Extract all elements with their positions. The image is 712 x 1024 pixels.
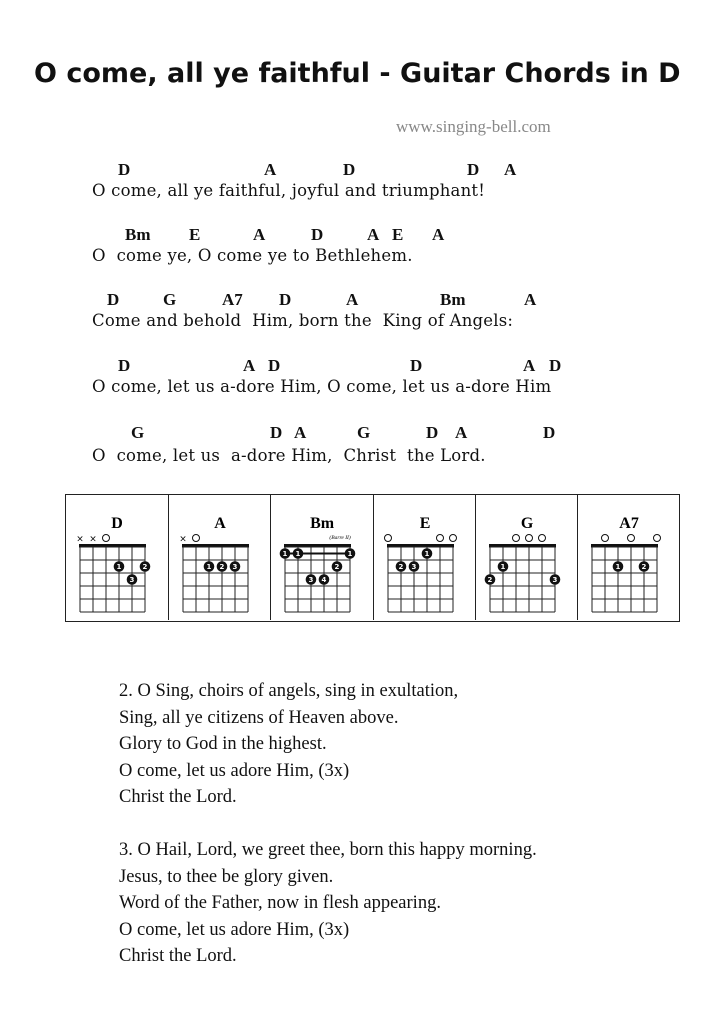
chord-diagram-name: D bbox=[111, 515, 123, 533]
open-string-mark bbox=[538, 535, 545, 542]
svg-text:3: 3 bbox=[411, 563, 416, 572]
open-string-mark bbox=[525, 535, 532, 542]
svg-text:2: 2 bbox=[398, 563, 403, 572]
lyric-line: Come and behold Him, born the King of Angels: bbox=[92, 311, 514, 330]
verse-line: Word of the Father, now in flesh appearing. bbox=[119, 893, 441, 913]
finger-dot bbox=[332, 561, 343, 572]
open-string-mark bbox=[193, 535, 200, 542]
chord-diagram-d bbox=[66, 495, 168, 620]
lyric-line: O come ye, O come ye to Bethlehem. bbox=[92, 246, 413, 265]
svg-text:2: 2 bbox=[334, 563, 340, 572]
chord-diagram-svg bbox=[374, 495, 476, 620]
chord-label: A bbox=[432, 225, 445, 244]
finger-dot bbox=[127, 574, 138, 585]
verse-line: 3. O Hail, Lord, we greet thee, born this happy morning. bbox=[119, 840, 537, 860]
svg-text:3: 3 bbox=[232, 563, 238, 572]
muted-string-mark: × bbox=[76, 534, 84, 545]
chord-diagram-name: A bbox=[214, 515, 227, 533]
chord-diagram-name: G bbox=[520, 515, 533, 533]
chord-label: D bbox=[270, 423, 283, 442]
finger-dot bbox=[345, 548, 356, 559]
chord-diagram-name: A7 bbox=[619, 515, 639, 533]
chord-label: G bbox=[131, 423, 145, 442]
barre-note: (Barre II) bbox=[329, 535, 352, 542]
finger-dot bbox=[319, 574, 330, 585]
verse-line: Sing, all ye citizens of Heaven above. bbox=[119, 707, 399, 728]
open-string-mark bbox=[627, 535, 634, 542]
verse-line: Glory to God in the highest. bbox=[119, 734, 327, 754]
finger-dot bbox=[484, 574, 495, 585]
finger-dot bbox=[280, 548, 291, 559]
chord-label: A bbox=[524, 290, 537, 309]
finger-dot bbox=[140, 561, 151, 572]
chord-label: A bbox=[243, 356, 256, 375]
lyric-line: O come, all ye faithful, joyful and triumphant! bbox=[92, 181, 486, 200]
chord-label: A bbox=[264, 160, 277, 179]
chord-diagram-bm bbox=[270, 495, 373, 620]
finger-dot bbox=[114, 561, 125, 572]
chord-label: D bbox=[467, 160, 480, 179]
chord-diagram-name: Bm bbox=[310, 515, 335, 533]
open-string-mark bbox=[653, 535, 660, 542]
chord-label: A bbox=[253, 225, 266, 244]
chord-label: D bbox=[311, 225, 324, 244]
chord-diagram-a bbox=[168, 495, 271, 620]
chord-label: A bbox=[367, 225, 380, 244]
finger-dot bbox=[639, 561, 650, 572]
chord-label: D bbox=[118, 160, 131, 179]
chord-label: D bbox=[268, 356, 281, 375]
chord-label: D bbox=[543, 423, 556, 442]
verse-line: O come, let us adore Him, (3x) bbox=[119, 760, 350, 781]
chord-label: A bbox=[504, 160, 517, 179]
svg-text:2: 2 bbox=[142, 563, 148, 572]
chord-label: Bm bbox=[125, 225, 151, 244]
svg-text:1: 1 bbox=[116, 563, 122, 572]
chord-diagram-name: E bbox=[419, 515, 430, 533]
muted-string-mark: × bbox=[179, 534, 187, 545]
svg-text:1: 1 bbox=[500, 563, 506, 572]
svg-text:3: 3 bbox=[552, 576, 558, 585]
chord-label: A bbox=[455, 423, 468, 442]
chord-diagram-g bbox=[475, 495, 578, 620]
chord-label: D bbox=[118, 356, 131, 375]
finger-dot bbox=[204, 561, 215, 572]
open-string-mark bbox=[102, 535, 109, 542]
lyric-line: O come, let us a-dore Him, O come, let us a-dore Him bbox=[92, 377, 552, 396]
verse-line: Christ the Lord. bbox=[119, 946, 237, 966]
svg-text:3: 3 bbox=[129, 576, 135, 585]
chord-label: Bm bbox=[440, 290, 466, 309]
open-string-mark bbox=[601, 535, 608, 542]
chord-diagram-svg bbox=[271, 495, 373, 620]
chord-label: G bbox=[357, 423, 371, 442]
chord-line bbox=[0, 356, 712, 378]
site-url: www.singing-bell.com bbox=[396, 117, 551, 136]
chord-diagram-a7 bbox=[577, 495, 680, 620]
finger-dot bbox=[408, 561, 419, 572]
svg-text:1: 1 bbox=[206, 563, 212, 572]
chord-label: A7 bbox=[222, 290, 243, 309]
verse-3 bbox=[119, 837, 537, 970]
verse-line: Jesus, to thee be glory given. bbox=[119, 866, 334, 887]
svg-text:1: 1 bbox=[424, 550, 429, 559]
svg-text:1: 1 bbox=[347, 550, 353, 559]
finger-dot bbox=[395, 561, 406, 572]
open-string-mark bbox=[436, 535, 443, 542]
svg-text:2: 2 bbox=[641, 563, 647, 572]
chord-label: A bbox=[294, 423, 307, 442]
chord-label: D bbox=[426, 423, 439, 442]
chord-label: E bbox=[189, 225, 201, 244]
finger-dot bbox=[230, 561, 241, 572]
chord-diagram-box bbox=[65, 494, 680, 622]
chord-line bbox=[0, 160, 712, 182]
chord-label: A bbox=[346, 290, 359, 309]
finger-dot bbox=[421, 548, 432, 559]
chord-label: D bbox=[107, 290, 120, 309]
chord-diagram-svg bbox=[476, 495, 578, 620]
svg-text:1: 1 bbox=[295, 550, 301, 559]
verse-2 bbox=[119, 678, 458, 811]
finger-dot bbox=[497, 561, 508, 572]
open-string-mark bbox=[449, 535, 456, 542]
open-string-mark bbox=[384, 535, 391, 542]
svg-text:4: 4 bbox=[321, 576, 327, 585]
svg-text:3: 3 bbox=[308, 576, 314, 585]
chord-label: A bbox=[523, 356, 536, 375]
svg-text:2: 2 bbox=[487, 576, 493, 585]
chord-label: D bbox=[279, 290, 292, 309]
chord-line bbox=[0, 225, 712, 247]
chord-diagram-svg bbox=[578, 495, 680, 620]
open-string-mark bbox=[512, 535, 519, 542]
finger-dot bbox=[217, 561, 228, 572]
chord-diagram-svg bbox=[169, 495, 271, 620]
chord-diagram-e bbox=[373, 495, 476, 620]
chord-label: G bbox=[163, 290, 177, 309]
finger-dot bbox=[613, 561, 624, 572]
verse-line: 2. O Sing, choirs of angels, sing in exultation, bbox=[119, 681, 459, 701]
chord-label: D bbox=[549, 356, 562, 375]
page-title: O come, all ye faithful - Guitar Chords in D bbox=[34, 58, 681, 89]
svg-text:1: 1 bbox=[615, 563, 621, 572]
chord-line bbox=[0, 290, 712, 312]
chord-diagram-svg bbox=[66, 495, 168, 620]
chord-line bbox=[0, 423, 712, 445]
chord-label: D bbox=[410, 356, 423, 375]
chord-label: D bbox=[343, 160, 356, 179]
svg-text:2: 2 bbox=[219, 563, 225, 572]
verse-line: Christ the Lord. bbox=[119, 787, 237, 807]
muted-string-mark: × bbox=[89, 534, 97, 545]
svg-text:1: 1 bbox=[282, 550, 288, 559]
finger-dot bbox=[549, 574, 560, 585]
finger-dot bbox=[293, 548, 304, 559]
lyric-line: O come, let us a-dore Him, Christ the Lord. bbox=[92, 446, 486, 465]
finger-dot bbox=[306, 574, 317, 585]
verse-line: O come, let us adore Him, (3x) bbox=[119, 919, 350, 940]
chord-label: E bbox=[392, 225, 404, 244]
